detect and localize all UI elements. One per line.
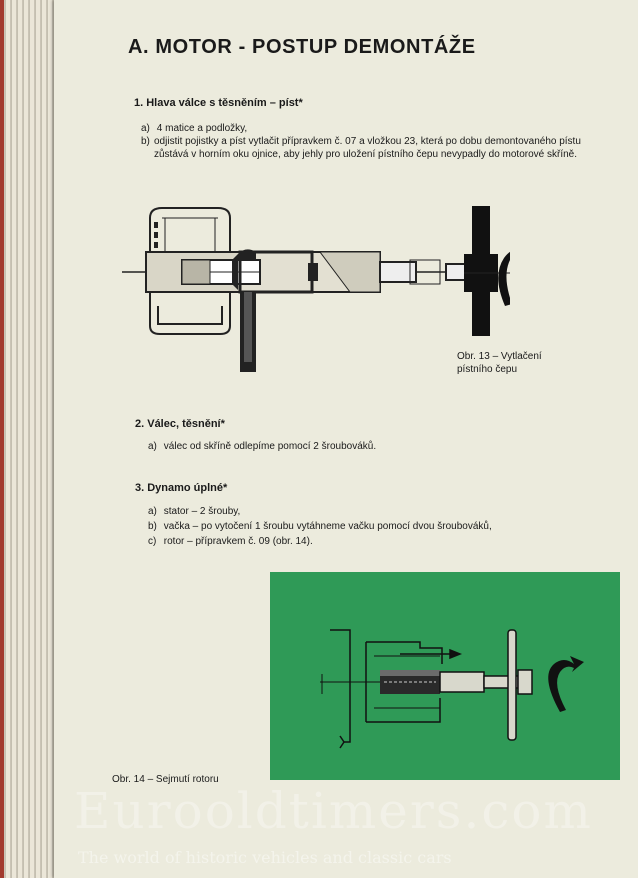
list-item [148, 535, 313, 548]
figure-13-diagram [120, 196, 510, 376]
page-stack-edges [0, 0, 60, 878]
caption-line: Obr. 13 – Vytlačení [457, 351, 542, 362]
figure-14-panel [270, 572, 620, 780]
item-text: 4 matice a podložky, [156, 123, 248, 134]
figure-14-caption: Obr. 14 – Sejmutí rotoru [112, 774, 219, 785]
list-item [148, 440, 376, 453]
section-heading-2: 2. Válec, těsnění* [135, 418, 225, 430]
figure-13-caption [457, 350, 542, 376]
item-label: a) [141, 123, 150, 134]
watermark-site: Eurooldtimers.com [74, 782, 593, 840]
list-item [141, 135, 599, 161]
binding-edge [0, 0, 4, 878]
item-text: válec od skříně odlepíme pomocí 2 šroubováků. [163, 441, 377, 452]
item-label: c) [148, 536, 157, 547]
item-label: b) [141, 136, 150, 147]
page [54, 0, 638, 878]
item-text: odjistit pojistky a píst vytlačit přípravkem č. 07 a vložkou 23, která po dobu demontovaného pístu zůstává v horním oku ojnice, aby jehly pro uložení pístního čepu nevypadly do motorové skříně. [154, 136, 581, 160]
item-text: stator – 2 šrouby, [163, 506, 241, 517]
item-label: a) [148, 506, 157, 517]
item-label: a) [148, 441, 157, 452]
watermark-tagline: The world of historic vehicles and classic cars [78, 848, 452, 867]
caption-line: pístního čepu [457, 364, 518, 375]
item-text: vačka – po vytočení 1 šroubu vytáhneme vačku pomocí dvou šroubováků, [163, 521, 492, 532]
figure-14-diagram [270, 572, 620, 780]
list-item [141, 122, 247, 135]
item-text: rotor – přípravkem č. 09 (obr. 14). [163, 536, 313, 547]
page-title: A. MOTOR - POSTUP DEMONTÁŽE [128, 36, 476, 58]
section-heading-3: 3. Dynamo úplné* [135, 482, 228, 494]
list-item [148, 520, 492, 533]
list-item [148, 505, 240, 518]
item-label: b) [148, 521, 157, 532]
section-heading-1: 1. Hlava válce s těsněním – píst* [134, 97, 303, 109]
